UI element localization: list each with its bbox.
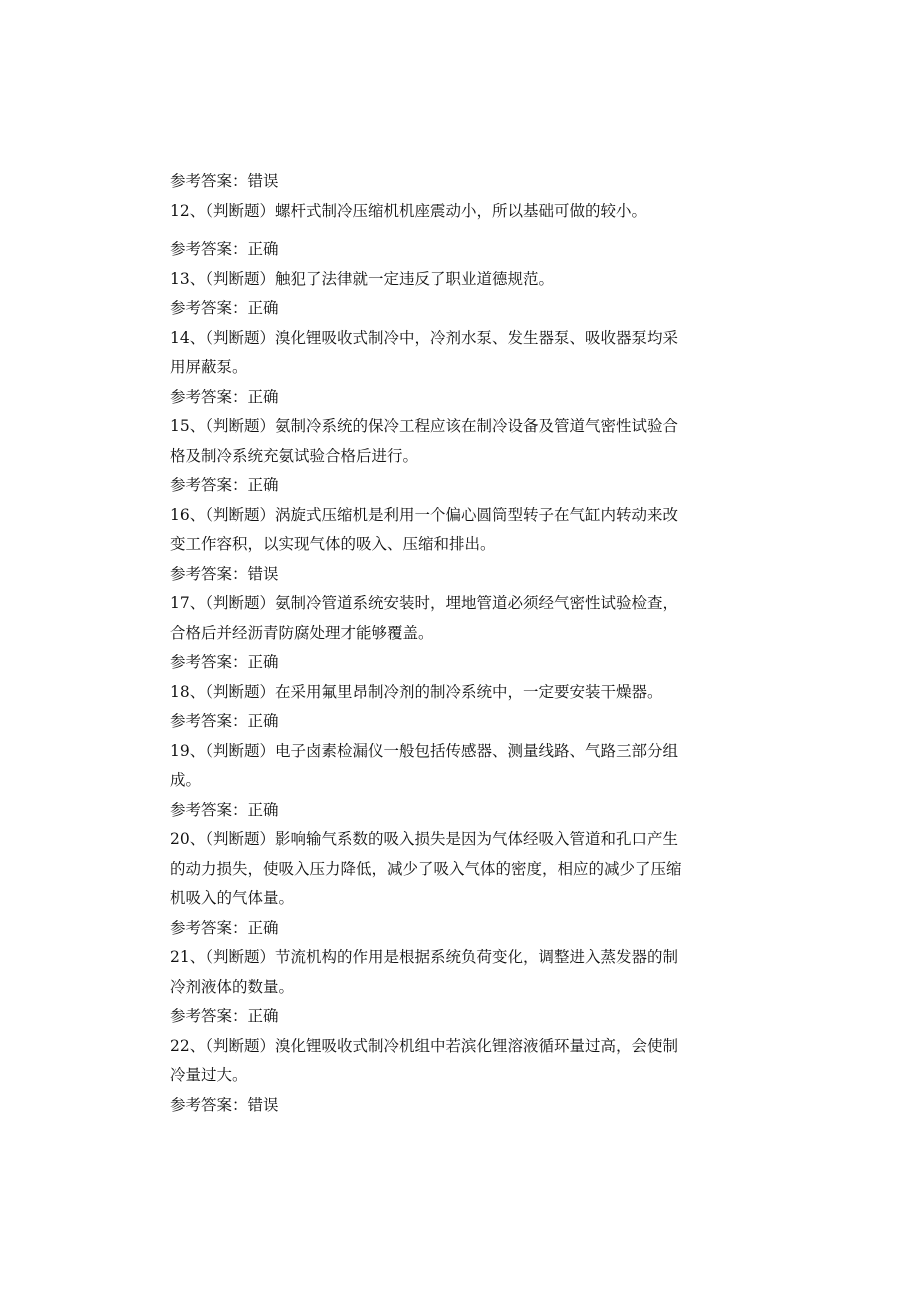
question-17: [170, 589, 735, 648]
question-text: 13、（判断题）触犯了法律就一定违反了职业道德规范。: [170, 269, 554, 288]
answer-line: 参考答案：正确: [170, 918, 279, 937]
question-text: 17、（判断题）氨制冷管道系统安装时，埋地管道必须经气密性试验检查，: [170, 594, 678, 612]
answer-line: 参考答案：正确: [170, 476, 279, 494]
question-text: 15、（判断题）氨制冷系统的保冷工程应该在制冷设备及管道气密性试验合: [170, 417, 678, 435]
question-16: [170, 501, 735, 560]
answer-line: 参考答案：正确: [170, 1007, 279, 1025]
question-19: [170, 737, 735, 796]
question-15: [170, 412, 735, 471]
answer-line: 参考答案：正确: [170, 240, 279, 258]
question-13: [170, 265, 735, 295]
answer-line: 参考答案：正确: [170, 653, 279, 671]
question-21: [170, 943, 735, 1002]
question-text: 21、（判断题）节流机构的作用是根据系统负荷变化，调整进入蒸发器的制: [170, 948, 678, 966]
question-text: 冷剂液体的数量。: [170, 977, 295, 996]
question-text: 的动力损失，使吸入压力降低，减少了吸入气体的密度，相应的减少了压缩: [170, 859, 682, 878]
question-text: 成。: [170, 771, 202, 789]
answer-line: 参考答案：错误: [170, 172, 279, 190]
question-text: 19、（判断题）电子卤素检漏仪一般包括传感器、测量线路、气路三部分组: [170, 741, 678, 760]
question-text: 22、（判断题）溴化锂吸收式制冷机组中若滨化锂溶液循环量过高，会使制: [170, 1036, 678, 1055]
answer-line: 参考答案：正确: [170, 800, 279, 819]
question-text: 变工作容积，以实现气体的吸入、压缩和排出。: [170, 535, 496, 553]
question-text: 冷量过大。: [170, 1066, 248, 1084]
question-text: 20、（判断题）影响输气系数的吸入损失是因为气体经吸入管道和孔口产生: [170, 830, 678, 848]
document-page: [170, 167, 735, 1120]
question-text: 格及制冷系统充氨试验合格后进行。: [170, 446, 419, 465]
answer-line: 参考答案：正确: [170, 387, 279, 406]
question-text: 16、（判断题）涡旋式压缩机是利用一个偏心圆筒型转子在气缸内转动来改: [170, 505, 678, 524]
answer-line: 参考答案：错误: [170, 1095, 279, 1114]
question-text: 合格后并经沥青防腐处理才能够覆盖。: [170, 623, 434, 642]
question-text: 机吸入的气体量。: [170, 889, 295, 907]
answer-line: 参考答案：正确: [170, 712, 279, 730]
question-22: [170, 1032, 735, 1091]
question-12: [170, 197, 735, 227]
question-text: 用屏蔽泵。: [170, 358, 248, 376]
answer-line: 参考答案：正确: [170, 299, 279, 317]
answer-line: 参考答案：错误: [170, 564, 279, 583]
question-text: 12、（判断题）螺杆式制冷压缩机机座震动小，所以基础可做的较小。: [170, 201, 647, 220]
question-text: 18、（判断题）在采用氟里昂制冷剂的制冷系统中，一定要安装干燥器。: [170, 682, 663, 701]
question-20: [170, 825, 735, 914]
question-18: [170, 678, 735, 708]
question-text: 14、（判断题）溴化锂吸收式制冷中，冷剂水泵、发生器泵、吸收器泵均采: [170, 328, 678, 347]
question-14: [170, 324, 735, 383]
